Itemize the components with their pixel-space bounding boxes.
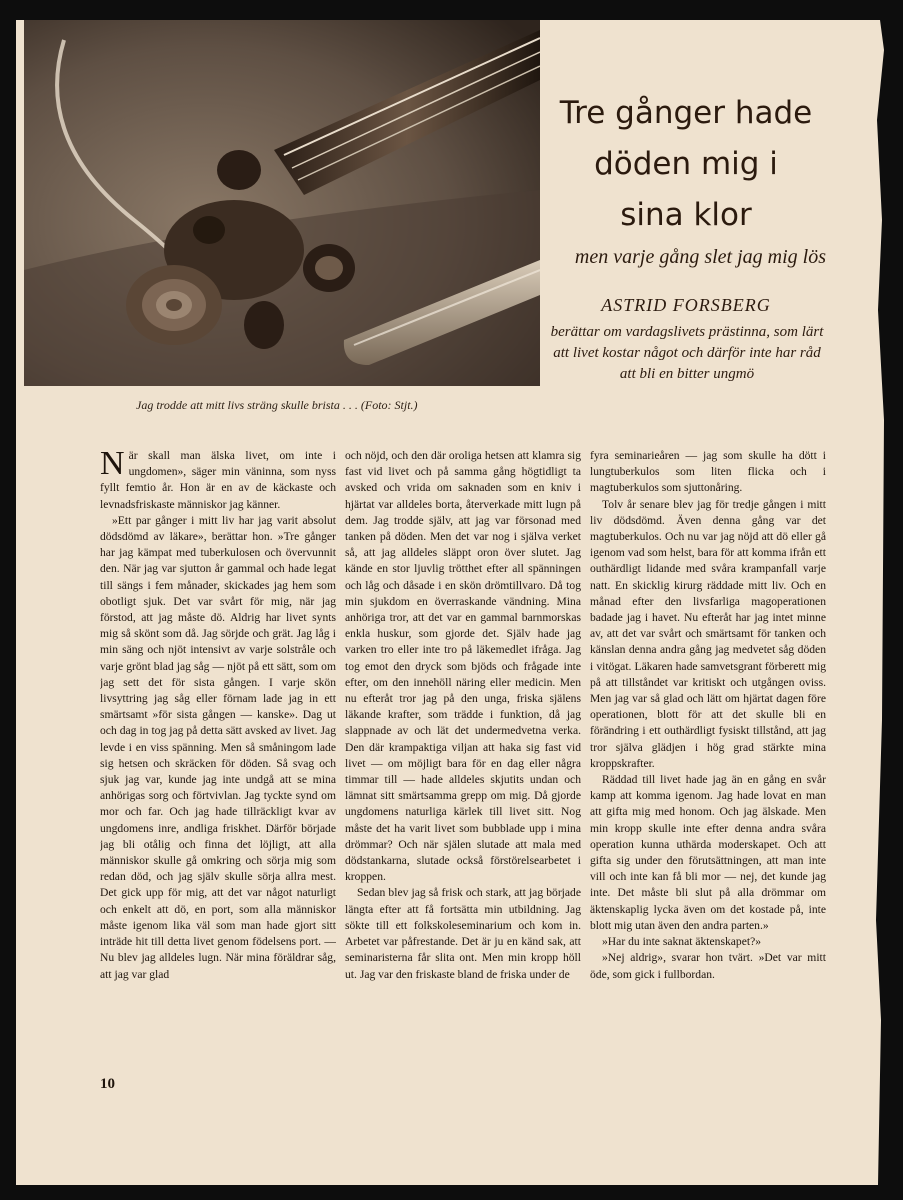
article-title bbox=[546, 88, 826, 241]
article-subtitle: men varje gång slet jag mig lös bbox=[574, 246, 826, 268]
paragraph: »Ett par gånger i mitt liv har jag varit absolut dödsdömd av läkare», berättar hon. »Tre gånger har jag kämpat med tuberkulosen och övervunnit den. När jag var sjutton år gammal och hade legat till sängs i fem månader, skickades jag hem som obotligt sjuk. Det var svårt för mig, när jag förstod, att jag måste dö. Aldrig har livet synts mig så skönt som då. Jag sörjde och grät. Jag låg i min säng och njöt intensivt av varje solstråle och varje grönt blad jag såg — njöt på ett sätt, som om jag sett det för sista gången. I varje skön livsyttring jag såg eller förnam lade jag in ett smärtsamt »för sista gången — kanske». Dag ut och dag in tog jag på detta sätt avsked av livet. Jag levde i en viss spänning. Men så småningom lade sig hetsen och skräcken för döden. Så svag och sjuk jag var, kunde jag inte undgå att se mina anhörigas sorg och förtvivlan. Jag tyckte synd om mor och far. Och jag hade tillräckligt kvar av ungdomens inre, andliga friskhet. Därför började jag bli otålig och finna det löjligt, att alla människor skulle gå omkring och sörja mig som redan död, och jag själv skulle sörja allra mest. Det gick upp för mig, att det var något naturligt och enkelt att dö, en port, som alla människor måste igenom lika väl som man hade gjort sitt inträde hit till detta livet genom födelsens port. — Nu blev jag alldeles lugn. När mina föräldrar såg, att jag var glad bbox=[100, 513, 336, 981]
paragraph bbox=[100, 448, 336, 513]
article-lead: berättar om vardagslivets prästinna, som lärt att livet kostar något och därför inte har råd att bli en bitter ungmö bbox=[550, 324, 824, 382]
violin-photo bbox=[24, 20, 540, 386]
paragraph: fyra seminarieåren — jag som skulle ha dött i lungtuberkulos som liten flicka och i magtuberkulos som sjuttonåring. bbox=[590, 449, 826, 495]
page-number: 10 bbox=[100, 1076, 115, 1092]
text-column-2 bbox=[345, 448, 581, 1138]
author-name: ASTRID FORSBERG bbox=[601, 295, 771, 315]
title-line-1: Tre gånger hade bbox=[559, 95, 813, 131]
violin-scroll-image bbox=[24, 20, 540, 386]
drop-cap: N bbox=[100, 448, 125, 482]
text-column-1 bbox=[100, 448, 336, 1138]
paragraph-text: är skall man älska livet, om inte i ungdomen», säger min väninna, som nyss fyllt femtio år. Hon är en av de käckaste och levnadsfriskaste människor jag känner. bbox=[100, 449, 336, 511]
paragraph: »Har du inte saknat äktenskapet?» bbox=[602, 935, 762, 949]
paragraph: »Nej aldrig», svarar hon tvärt. »Det var mitt öde, som gick i fullbordan. bbox=[590, 951, 826, 981]
paragraph: Räddad till livet hade jag än en gång en svår kamp att komma igenom. Jag hade lovat en man att gifta mig med honom. Och jag älskade. Men min kropp skulle inte efter denna andra svåra operation kunna uthärda moderskapet. Och att gifta sig under den förutsättningen, att man inte vill och inte kan få bli mor — nej, det kunde jag inte. Det måste bli slut på alla drömmar om äktenskaplig lycka även om det kostade på, inte blott mig utan även den andra parten.» bbox=[590, 773, 826, 932]
photo-caption: Jag trodde att mitt livs sträng skulle brista . . . (Foto: Stjt.) bbox=[136, 398, 418, 412]
title-line-3: sina klor bbox=[620, 197, 752, 233]
paragraph: Sedan blev jag så frisk och stark, att jag började längta efter att få fortsätta min utbildning. Jag sökte till ett folkskoleseminarium och kom in. Arbetet var påfrestande. Det är ju en känd sak, att seminaristerna får slita ont. Men min kropp höll ut. Jag var den friskaste bland de friska under de bbox=[345, 886, 581, 981]
title-line-2: döden mig i bbox=[594, 146, 778, 182]
paragraph: och nöjd, och den där oroliga hetsen att klamra sig fast vid livet och på samma gång högtidligt ta avsked och vrida om saknaden som en kniv i hjärtat var alldeles borta, återverkade mitt lugn på dem. Jag trodde själv, att jag var försonad med tanken på döden. Men det var nog i själva verket så, att jag alldeles släppt oron över slutet. Jag kände en stor ljuvlig trötthet efter all spänningen och låg och dåsade i en skön drömtillvaro. Då tog min sjukdom en överraskande vändning. Mina anhöriga tror, att det var en gammal barnmorskas enkla huskur, som gjorde det. Själv hade jag varken tro eller inte tro på läkemedlet ifråga. Jag tog emot den dryck som bjöds och frågade inte efter, om den innehöll näring eller medicin. Men nu efteråt tror jag på den unga, friska själens läkande krafter, som trädde i funktion, då jag slappnade av och lät det undermedvetna verka. Den där krampaktiga viljan att haka sig fast vid livet — om möjligt bara för en dag eller några timmar till — hade alldeles skjutits undan och lämnat sitt smärtsamma grepp om mig. Då gjorde ungdomens naturliga kärlek till livet sitt. Nog måste det ha varit livet som bubblade upp i mina drömmar? Och när själen slutade att mala med dödstankarna, slutade också förstörelsearbetet i kroppen. bbox=[345, 449, 581, 884]
text-column-3 bbox=[590, 448, 826, 1138]
magazine-page bbox=[16, 20, 888, 1185]
paragraph: Tolv år senare blev jag för tredje gången i mitt liv dödsdömd. Även denna gång var det magtuberkulos. Och nu var jag nöjd att dö eller gå igenom vad som helst, bara för att komma ifrån ett outhärdligt lidande med svåra krampanfall varje natt. En skicklig kirurg räddade mitt liv. Och en månad efter den livsfarliga magoperationen badade jag i havet. Nu efteråt har jag intet minne av, att det var svårt och smärtsamt för tanken och känslan denna andra gång jag medvetet såg döden i vitögat. Läkaren hade samvetsgrant förberett mig på att tillståndet var kritiskt och utgången oviss. Men jag var så glad och lätt om hjärtat dagen före operationen, blott för att det skulle bli en förändring i ett outhärdligt fysiskt tillstånd, att jag tror själva glädjen i hög grad stärkte mina kroppskrafter. bbox=[590, 497, 826, 770]
torn-page-edge bbox=[872, 20, 888, 1185]
